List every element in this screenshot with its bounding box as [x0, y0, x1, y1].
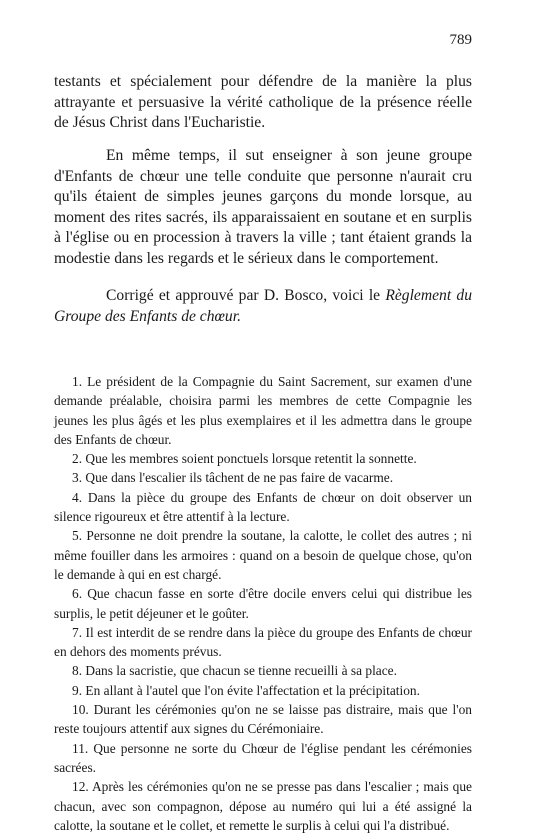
rule-number: 9.: [72, 682, 83, 698]
rule-item: [54, 777, 472, 835]
rule-number: 3.: [72, 470, 83, 486]
rule-text: Durant les cérémonies qu'on ne se laisse pas distraire, mais que l'on reste toujours attentif aux signes du Cérémoniaire.: [54, 702, 472, 737]
rule-text: Que les membres soient ponctuels lorsque retentit la sonnette.: [85, 451, 417, 467]
rule-text: Le président de la Compagnie du Saint Sacrement, sur examen d'une demande préalable, choisira parmi les membres de cette Compagnie les jeunes les plus âgés et les plus exemplaires et il les admettra dans le groupe des Enfants de chœur.: [54, 374, 472, 447]
rule-number: 5.: [72, 528, 83, 544]
rule-number: 6.: [72, 586, 83, 602]
rule-text: Dans la sacristie, que chacun se tienne recueilli à sa place.: [85, 663, 397, 679]
rule-item: [54, 488, 472, 527]
rule-number: 10.: [72, 702, 89, 718]
rule-number: 1.: [72, 374, 83, 389]
rule-text: Après les cérémonies qu'on ne se presse pas dans l'escalier ; mais que chacun, avec son compagnon, dépose au numéro qui lui a été assigné la calotte, la soutane et le collet, et remette le surplis à celui qui l'a distribué.: [54, 779, 472, 833]
rule-text: Que personne ne sorte du Chœur de l'église pendant les cérémonies sacrées.: [54, 740, 472, 775]
rule-text: Dans la pièce du groupe des Enfants de chœur on doit observer un silence rigoureux et être attentif à la lecture.: [54, 489, 473, 525]
rule-item: [54, 526, 472, 584]
rule-item: [54, 739, 472, 778]
regulation-title: Règlement du Groupe des Enfants de chœur.: [54, 287, 473, 325]
rule-text: Que chacun fasse en sorte d'être docile envers celui qui distribue les surplis, le petit déjeuner et le goûter.: [54, 586, 472, 621]
rule-number: 2.: [72, 451, 83, 467]
rule-text: Il est interdit de se rendre dans la pièce du groupe des Enfants de chœur en dehors des moments prévus.: [54, 624, 472, 660]
page-number: 789: [449, 32, 472, 48]
rule-item: [54, 700, 472, 739]
paragraph-3-text: [54, 286, 472, 327]
paragraph-1-text: testants et spécialement pour défendre de la manière la plus attrayante et persuasive la vérité catholique de la présence réelle de Jésus Christ dans l'Eucharistie.: [54, 73, 472, 132]
paragraph-1: [54, 72, 472, 134]
rule-item: [54, 623, 472, 662]
rule-item: [54, 584, 472, 623]
paragraph-2: [54, 146, 472, 270]
rule-item: [54, 449, 472, 468]
regulation-list: [54, 372, 472, 835]
rule-number: 12.: [72, 779, 89, 795]
rule-item: [54, 468, 472, 487]
rule-text: En allant à l'autel que l'on évite l'affectation et la précipitation.: [85, 682, 420, 698]
rule-item: [54, 681, 472, 700]
rule-item: [54, 661, 472, 680]
rule-number: 7.: [72, 624, 83, 640]
paragraph-3: [54, 286, 472, 327]
rule-number: 11.: [72, 740, 89, 756]
paragraph-3-lead: Corrigé et approuvé par D. Bosco, voici le: [106, 287, 386, 304]
rule-text: Que dans l'escalier ils tâchent de ne pas faire de vacarme.: [85, 470, 394, 486]
paragraph-2-text: En même temps, il sut enseigner à son jeune groupe d'Enfants de chœur une telle conduite que personne n'aurait cru qu'ils étaient de simples jeunes garçons du monde lorsque, au moment des rites sacrés, ils apparaissaient en soutane et en surplis à l'église ou en procession à travers la ville ; tant étaient grands la modestie dans les regards et le sérieux dans le comportement.: [54, 147, 472, 267]
rule-number: 4.: [72, 489, 83, 505]
rule-number: 8.: [72, 663, 83, 679]
rule-item: [54, 372, 472, 449]
rule-text: Personne ne doit prendre la soutane, la calotte, le collet des autres ; ni même fouiller dans les armoires : quand on a besoin de quelque chose, qu'on le demande à qui en est chargé.: [54, 528, 472, 582]
